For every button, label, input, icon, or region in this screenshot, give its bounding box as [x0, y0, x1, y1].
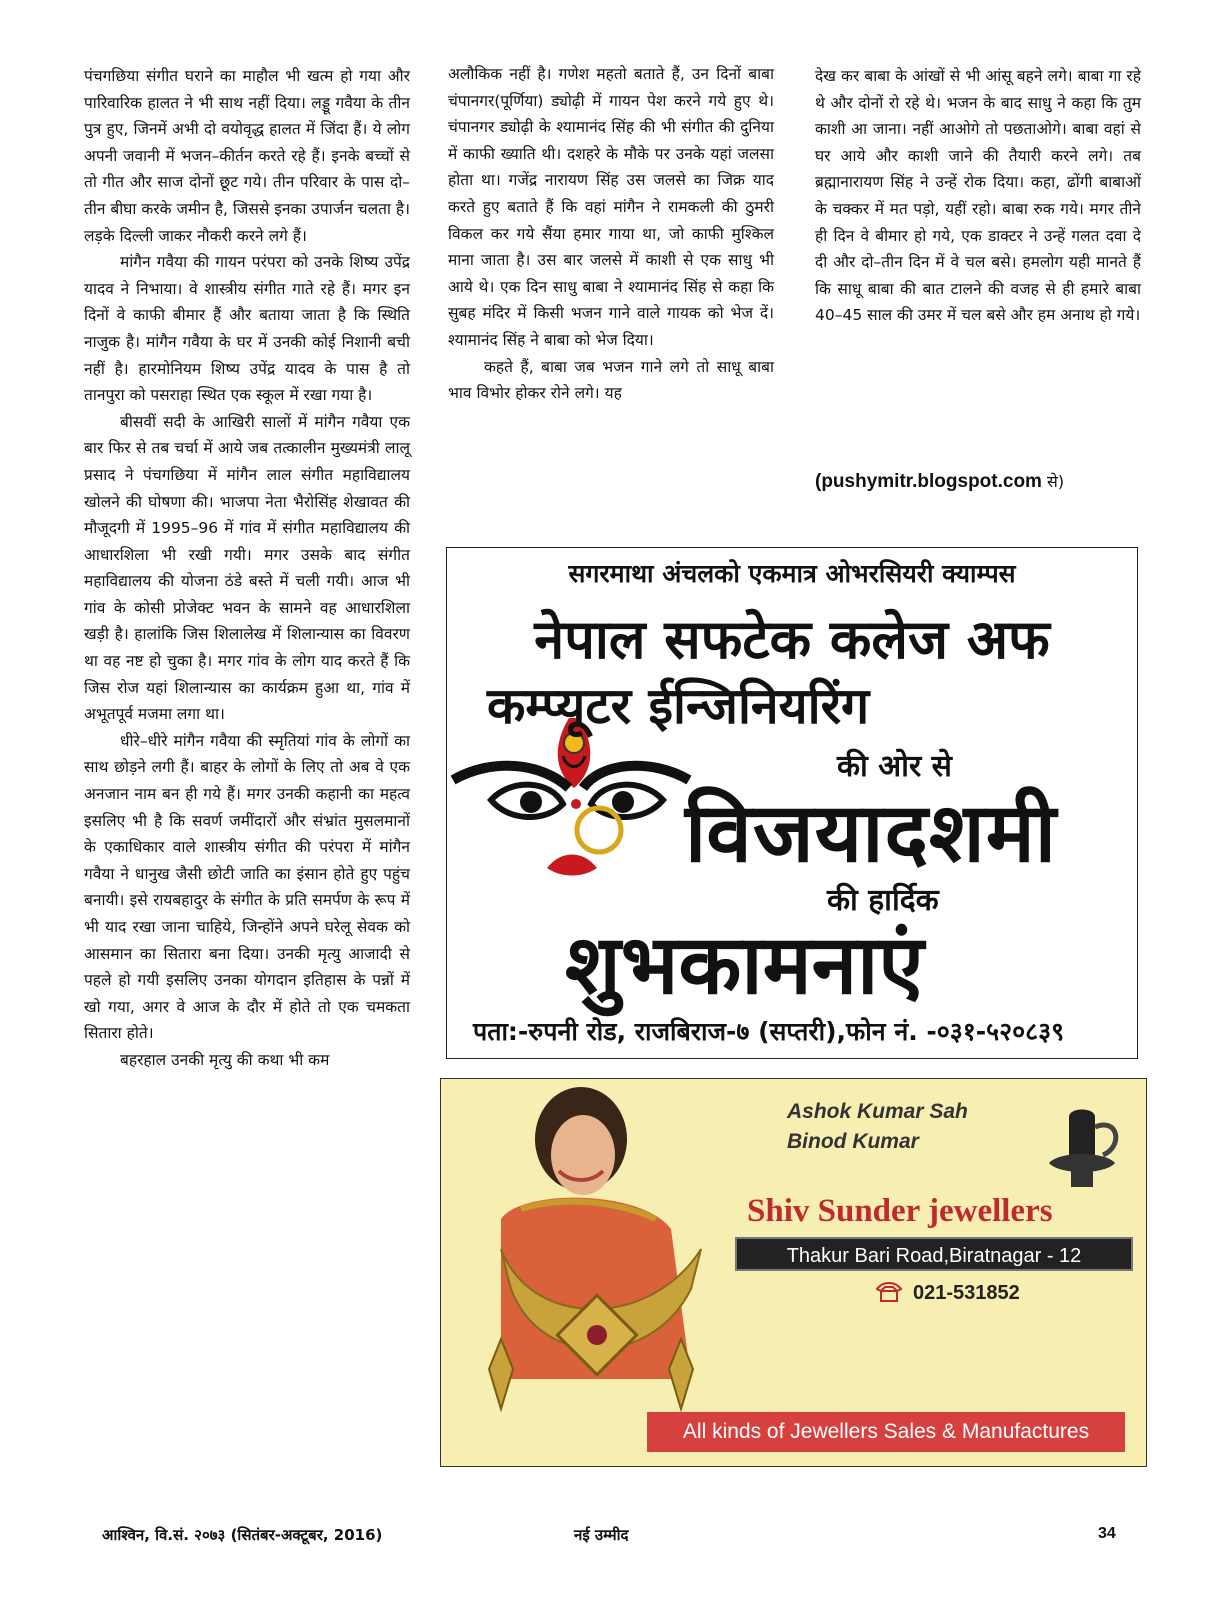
article-column-1 — [84, 63, 410, 1074]
credit-suffix: से) — [1041, 472, 1065, 491]
durga-eyes-icon — [451, 718, 701, 878]
issue-date: आश्विन, वि.सं. २०७३ (सितंबर-अक्टूबर, 2016) — [102, 1526, 383, 1544]
ad-headline: सगरमाथा अंचलको एकमात्र ओभरसियरी क्याम्पस — [568, 559, 1016, 588]
college-greeting-ad — [446, 547, 1138, 1059]
shivling-icon — [1039, 1107, 1125, 1193]
paragraph: बीसवीं सदी के आखिरी सालों में मांगैन गवैया एक बार फिर से तब चर्चा में आये जब तत्कालीन मुख्यमंत्री लालू प्रसाद ने पंचगछिया में मांगैन लाल संगीत महाविद्यालय खोलने की घोषणा की। भाजपा नेता भैरोसिंह शेखावत की मौजूदगी में 1995–96 में गांव में संगीत महाविद्यालय की आधारशिला भी रखी गयी। मगर उसके बाद संगीत महाविद्यालय की योजना ठंडे बस्ते में चली गयी। आज भी गांव के कोसी प्रोजेक्ट भवन के सामने वह आधारशिला खड़ी है। हालांकि जिस शिलालेख में शिलान्यास का विवरण था वह नष्ट हो चुका है। मगर गांव के लोग याद करते हैं कि जिस रोज यहां शिलान्यास का कार्यक्रम हुआ था, गांव में अभूतपूर्व मजमा लगा था। — [84, 412, 410, 724]
shop-address: Thakur Bari Road,Biratnagar - 12 — [735, 1237, 1133, 1271]
page-number: 34 — [1098, 1525, 1116, 1542]
paragraph: पंचगछिया संगीत घराने का माहौल भी खत्म हो गया और पारिवारिक हालत ने भी साथ नहीं दिया। लड्डू गवैया के तीन पुत्र हुए, जिनमें अभी दो वयोवृद्ध हालत में जिंदा हैं। ये लोग अपनी जवानी में भजन–कीर्तन करते रहे हैं। इनके बच्चों से तो गीत और साज दोनों छूट गये। तीन परिवार के पास दो–तीन बीघा करके जमीन है, जिससे इनका उपार्जन चलता है। लड़के दिल्ली जाकर नौकरी करने लगे हैं। — [84, 67, 410, 245]
wishes-text: शुभकामनाएं — [565, 918, 924, 1013]
bride-jewellery-image — [441, 1079, 741, 1467]
paragraph: कहते हैं, बाबा जब भजन गाने लगे तो साधू बाबा भाव विभोर होकर रोने लगे। यह — [448, 357, 774, 403]
paragraph: देख कर बाबा के आंखों से भी आंसू बहने लगे। बाबा गा रहे थे और दोनों रो रहे थे। भजन के बाद साधु ने कहा कि तुम काशी आ जाना। नहीं आओगे तो पछताओगे। बाबा वहां से घर आये और काशी जाने की तैयारी करने लगे। तब ब्रह्मानारायण सिंह ने उन्हें रोक दिया। कहा, ढोंगी बाबाओं के चक्कर में मत पड़ो, यहीं रहो। बाबा रुक गये। मगर तीने ही दिन वे बीमार हो गये, एक डाक्टर ने उन्हें गलत दवा दे दी और दो–तीन दिन में वे चल बसे। हमलोग यही मानते हैं कि साधू बाबा की बात टालने की वजह से ही हमारे बाबा 40–45 साल की उमर में चल बसे और हम अनाथ हो गये। — [815, 67, 1141, 325]
paragraph: धीरे–धीरे मांगैन गवैया की स्मृतियां गांव के लोगों का साथ छोड़ने लगी हैं। बाहर के लोगों के लिए तो अब वे एक अनजान नाम बन ही गये हैं। मगर उनकी कहानी का महत्व इसलिए भी है कि सवर्ण जमींदारों और संभ्रांत मुसलमानों के एकाधिकार वाले शास्त्रीय संगीत की परंपरा में मांगैन गवैया ने धानुख जैसी छोटी जाति का इंसान होते हुए पहुंच बनायी। इसे रायबहादुर के संगीत के प्रति समर्पण के रूप में भी याद रखा जाना चाहिये, जिन्होंने अपने घरेलू सेवक को आसमान का सितारा बना दिया। उनकी मृत्यु आजादी से पहले हो गयी इसलिए उनका योगदान इतिहास के पन्नों में खो गया, अगर वे आज के दौर में होते तो एक चमकता सितारा होते। — [84, 731, 410, 1043]
from-text: की ओर से — [837, 749, 952, 784]
college-name-line2: कम्प्यूटर ईन्जिनियरिंग — [487, 677, 870, 735]
paragraph: अलौकिक नहीं है। गणेश महतो बताते हैं, उन दिनों बाबा चंपानगर(पूर्णिया) ड्योढ़ी में गायन पेश करने गये हुए थे। चंपानगर ड्योढ़ी के श्यामानंद सिंह की भी संगीत की दुनिया में काफी ख्याति थी। दशहरे के मौके पर उनके यहां जलसा होता था। गजेंद्र नारायण सिंह उस जलसे का जिक्र याद करते हुए बताते हैं कि वहां मांगैन ने रामकली की ठुमरी विकल कर गये सैंया हमार गाया था, जो काफी मुश्किल माना जाता है। उस बार जलसे में काशी से एक साधु भी आये थे। एक दिन साधु बाबा ने श्यामानंद सिंह से कहा कि सुबह मंदिर में किसी भजन गाने वाले गायक को भेज दें। श्यामानंद सिंह ने बाबा को भेज दिया। — [448, 65, 774, 349]
phone-number: 021-531852 — [913, 1282, 1020, 1304]
shop-phone — [875, 1281, 1020, 1305]
heartfelt-text: की हार्दिक — [827, 883, 939, 918]
college-address: पता:-रुपनी रोड, राजबिराज-७ (सप्तरी),फोन नं. -०३१-५२०८३९ — [473, 1017, 1065, 1046]
shop-name: Shiv Sunder jewellers — [747, 1193, 1053, 1229]
magazine-name: नई उम्मीद — [574, 1526, 629, 1544]
jewellers-ad — [440, 1078, 1147, 1467]
source-credit — [815, 470, 1064, 493]
owner-2: Binod Kumar — [787, 1130, 919, 1153]
article-column-3 — [815, 63, 1141, 329]
telephone-icon — [875, 1281, 903, 1303]
credit-site: (pushymitr.blogspot.com — [815, 471, 1042, 492]
paragraph: मांगैन गवैया की गायन परंपरा को उनके शिष्य उपेंद्र यादव ने निभाया। वे शास्त्रीय संगीत गाते रहे हैं। मगर इन दिनों वे काफी बीमार हैं और बताया जाता है कि स्थिति नाजुक है। मांगैन गवैया के घर में उनकी कोई निशानी बची नहीं है। हारमोनियम शिष्य उपेंद्र यादव के पास है तो तानपुरा को पसराहा स्थित एक स्कूल में रखा गया है। — [84, 253, 410, 405]
paragraph: बहरहाल उनकी मृत्यु की कथा भी कम — [120, 1050, 330, 1069]
festival-name: विजयादशमी — [685, 786, 1058, 881]
owner-names — [787, 1097, 968, 1157]
article-column-2 — [448, 61, 774, 407]
owner-1: Ashok Kumar Sah — [787, 1100, 968, 1123]
shop-tagline: All kinds of Jewellers Sales & Manufactures — [647, 1412, 1125, 1452]
college-name-line1: नेपाल सफटेक कलेज अफ — [534, 608, 1050, 671]
